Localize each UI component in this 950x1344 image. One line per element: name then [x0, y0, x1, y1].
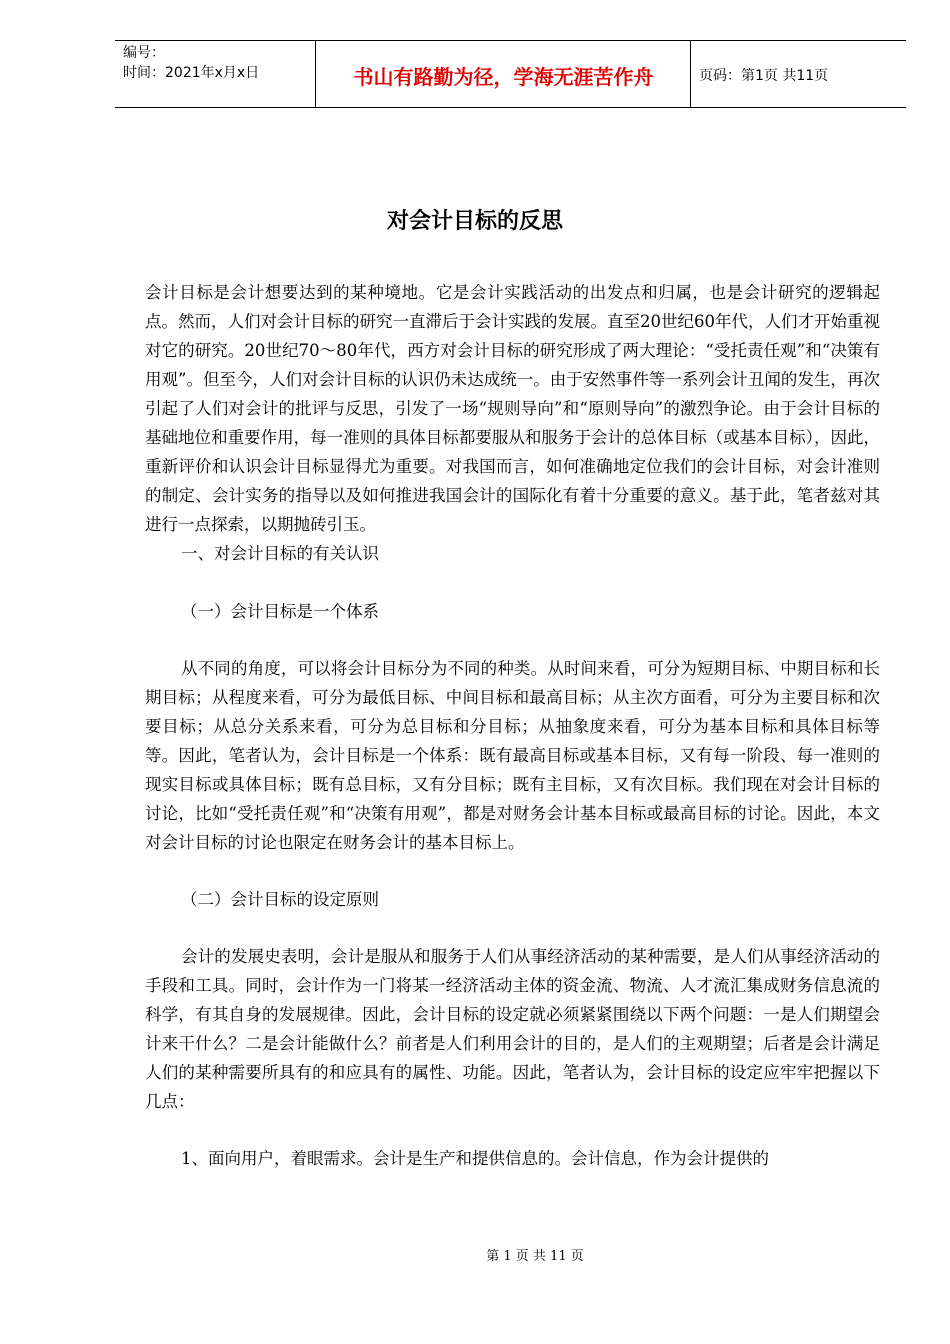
page-footer: 第 1 页 共 11 页: [486, 1249, 584, 1264]
document-number-label: 编号：: [123, 45, 165, 61]
paragraph: 从不同的角度，可以将会计目标分为不同的种类。从时间来看，可分为短期目标、中期目标和长期目标；从程度来看，可分为最低目标、中间目标和最高目标；从主次方面看，可分为主要目标和次要目标；从总分关系来看，可分为总目标和分目标；从抽象度来看，可分为基本目标和具体目标等等。因此，笔者认为，会计目标是一个体系：既有最高目标或基本目标，又有每一阶段、每一准则的现实目标或具体目标；既有总目标，又有分目标；既有主目标，又有次目标。我们现在对会计目标的讨论，比如“受托责任观”和“决策有用观”，都是对财务会计基本目标或最高目标的讨论。因此，本文对会计目标的讨论也限定在财务会计的基本目标上。: [145, 659, 880, 852]
document-body: [145, 278, 880, 1173]
page-header: [115, 40, 906, 108]
document-title: 对会计目标的反思: [386, 209, 563, 234]
paragraph: 会计的发展史表明，会计是服从和服务于人们从事经济活动的某种需要，是人们从事经济活动的手段和工具。同时，会计作为一门将某一经济活动主体的资金流、物流、人才流汇集成财务信息流的科学，有其自身的发展规律。因此，会计目标的设定就必须紧紧围绕以下两个问题：一是人们期望会计来干什么？二是会计能做什么？前者是人们利用会计的目的，是人们的主观期望；后者是会计满足人们的某种需要所具有的和应具有的属性、功能。因此，笔者认为，会计目标的设定应牢牢把握以下几点：: [145, 947, 880, 1111]
subsection-heading: （二）会计目标的设定原则: [181, 890, 379, 909]
header-motto: 书山有路勤为径，学海无涯苦作舟: [353, 65, 654, 89]
paragraph: 1、面向用户，着眼需求。会计是生产和提供信息的。会计信息，作为会计提供的: [181, 1149, 769, 1168]
header-meta: [123, 43, 259, 83]
paragraph-intro: 会计目标是会计想要达到的某种境地。它是会计实践活动的出发点和归属，也是会计研究的逻辑起点。然而，人们对会计目标的研究一直滞后于会计实践的发展。直至20世纪60年代，人们才开始重视对它的研究。20世纪70～80年代，西方对会计目标的研究形成了两大理论：“受托责任观”和“决策有用观”。但至今，人们对会计目标的认识仍未达成统一。由于安然事件等一系列会计丑闻的发生，再次引起了人们对会计的批评与反思，引发了一场“规则导向”和“原则导向”的激烈争论。由于会计目标的基础地位和重要作用，每一准则的具体目标都要服从和服务于会计的总体目标（或基本目标），因此，重新评价和认识会计目标显得尤为重要。对我国而言，如何准确地定位我们的会计目标，对会计准则的制定、会计实务的指导以及如何推进我国会计的国际化有着十分重要的意义。基于此，笔者兹对其进行一点探索，以期抛砖引玉。: [145, 283, 880, 534]
document-time-label: 时间：2021年x月x日: [123, 65, 260, 81]
header-divider: [315, 41, 316, 107]
header-page-info: 页码：第1页 共11页: [699, 68, 829, 84]
section-heading: 一、对会计目标的有关认识: [181, 544, 379, 563]
subsection-heading: （一）会计目标是一个体系: [181, 602, 379, 621]
header-divider: [690, 41, 691, 107]
